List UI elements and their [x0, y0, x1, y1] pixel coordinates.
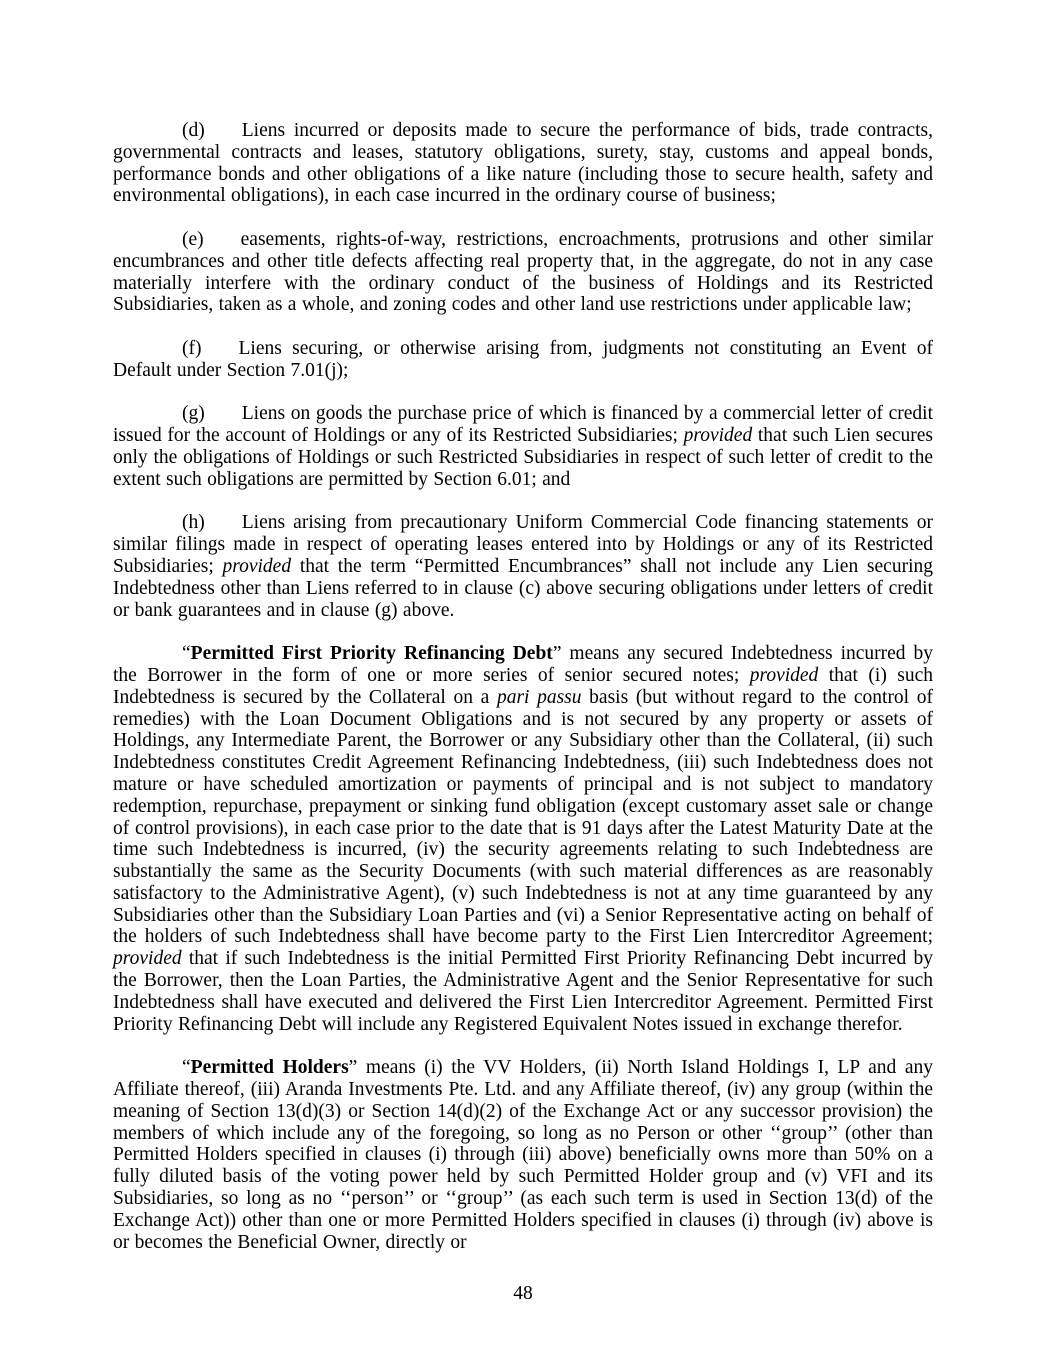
- text-run: pari passu: [496, 686, 582, 708]
- text-run: Permitted Holders: [190, 1057, 349, 1079]
- text-run: easements, rights-of-way, restrictions, encroachments, protrusions and other similar encumbrances and other title defects affecting real property that, in the aggregate, do not in any case materially interfere with the ordinary conduct of the business of Holdings and its Restricted Subsidiaries, taken as a whole, and zoning codes and other land use restrictions under applicable law;: [113, 228, 933, 316]
- clause-label: (g): [182, 403, 205, 425]
- text-run: that the term “Permitted Encumbrances” shall not include any Lien securing Indebtedness other than Liens referred to in clause (c) above securing obligations under letters of credit or bank guarantees and in clause (g) above.: [113, 555, 933, 621]
- text-run: Liens incurred or deposits made to secure the performance of bids, trade contracts, governmental contracts and leases, statutory obligations, surety, stay, customs and appeal bonds, performance bonds and other obligations of a like nature (including those to secure health, safety and environmental obligations), in each case incurred in the ordinary course of business;: [113, 120, 933, 207]
- text-run: that such Lien secures only the obligations of Holdings or such Restricted Subsidiaries in respect of such letter of credit to the extent such obligations are permitted by Section 6.01; and: [113, 425, 933, 490]
- text-run: Liens arising from precautionary Uniform Commercial Code financing statements or similar filings made in respect of operating leases entered into by Holdings or any of its Restricted Subsidiaries;: [113, 512, 933, 577]
- clause-label: (e): [182, 228, 204, 250]
- text-run: that if such Indebtedness is the initial Permitted First Priority Refinancing Debt incurred by the Borrower, then the Loan Parties, the Administrative Agent and the Senior Representative for such Indebtedness shall have executed and delivered the First Lien Intercreditor Agreement. Permitted First Priority Refinancing Debt will include any Registered Equivalent Notes issued in exchange therefor.: [113, 948, 933, 1035]
- clause-label: (h): [182, 512, 205, 534]
- text-run: ” means (i) the VV Holders, (ii) North Island Holdings I, LP and any Affiliate thereof, (iii) Aranda Investments Pte. Ltd. and any Affiliate thereof, (iv) any group (within the meaning of Section 13(d)(3) or Section 14(d)(2) of the Exchange Act or any successor provision) the members of which include any of the foregoing, so long as no Person or other ‘‘group’’ (other than Permitted Holders specified in clauses (i) through (iii) above) beneficially owns more than 50% on a fully diluted basis of the voting power held by such Permitted Holder group and (v) VFI and its Subsidiaries, so long as no ‘‘person’’ or ‘‘group’’ (as each such term is used in Section 13(d) of the Exchange Act)) other than one or more Permitted Holders specified in clauses (i) through (iv) above is or becomes the Beneficial Owner, directly or: [113, 1057, 933, 1253]
- permitted-holders-definition: [113, 1057, 933, 1253]
- text-run: provided: [222, 555, 292, 577]
- clause-label: (d): [182, 120, 205, 141]
- text-run: Liens on goods the purchase price of which is financed by a commercial letter of credit issued for the account of Holdings or any of its Restricted Subsidiaries;: [113, 403, 933, 447]
- text-run: ” means any secured Indebtedness incurred by the Borrower in the form of one or more series of senior secured notes;: [113, 643, 933, 686]
- clause-h-paragraph: [113, 512, 933, 621]
- permitted-first-priority-refinancing-debt-definition: [113, 643, 933, 1035]
- clause-d-paragraph: [113, 120, 933, 207]
- text-run: Permitted First Priority Refinancing Debt: [190, 643, 553, 665]
- clause-label: (f): [182, 337, 202, 359]
- text-run: that (i) such Indebtedness is secured by the Collateral on a: [113, 664, 933, 708]
- text-run: “: [182, 1057, 191, 1079]
- text-run: Liens securing, or otherwise arising from, judgments not constituting an Event of Default under Section 7.01(j);: [113, 337, 933, 381]
- text-run: provided: [683, 425, 753, 447]
- clause-f-paragraph: [113, 338, 933, 382]
- text-run: provided: [113, 948, 182, 970]
- clause-g-paragraph: [113, 403, 933, 490]
- text-run: basis (but without regard to the control of remedies) with the Loan Document Obligations and is not secured by any property or assets of Holdings, any Intermediate Parent, the Borrower or any Subsidiary other than the Collateral, (ii) such Indebtedness constitutes Credit Agreement Refinancing Indebtedness, (iii) such Indebtedness does not mature or have scheduled amortization or payments of principal and is not subject to mandatory redemption, repurchase, prepayment or sinking fund obligation (except customary asset sale or change of control provisions), in each case prior to the date that is 91 days after the Latest Maturity Date at the time such Indebtedness is incurred, (iv) the security agreements relating to such Indebtedness are substantially the same as the Security Documents (with such material differences as are reasonably satisfactory to the Administrative Agent), (v) such Indebtedness is not at any time guaranteed by any Subsidiaries other than the Subsidiary Loan Parties and (vi) a Senior Representative acting on behalf of the holders of such Indebtedness shall have become party to the First Lien Intercreditor Agreement;: [113, 686, 933, 948]
- text-run: provided: [749, 664, 819, 686]
- clause-e-paragraph: [113, 229, 933, 316]
- page-number: 48: [513, 1283, 533, 1305]
- text-run: “: [182, 643, 191, 665]
